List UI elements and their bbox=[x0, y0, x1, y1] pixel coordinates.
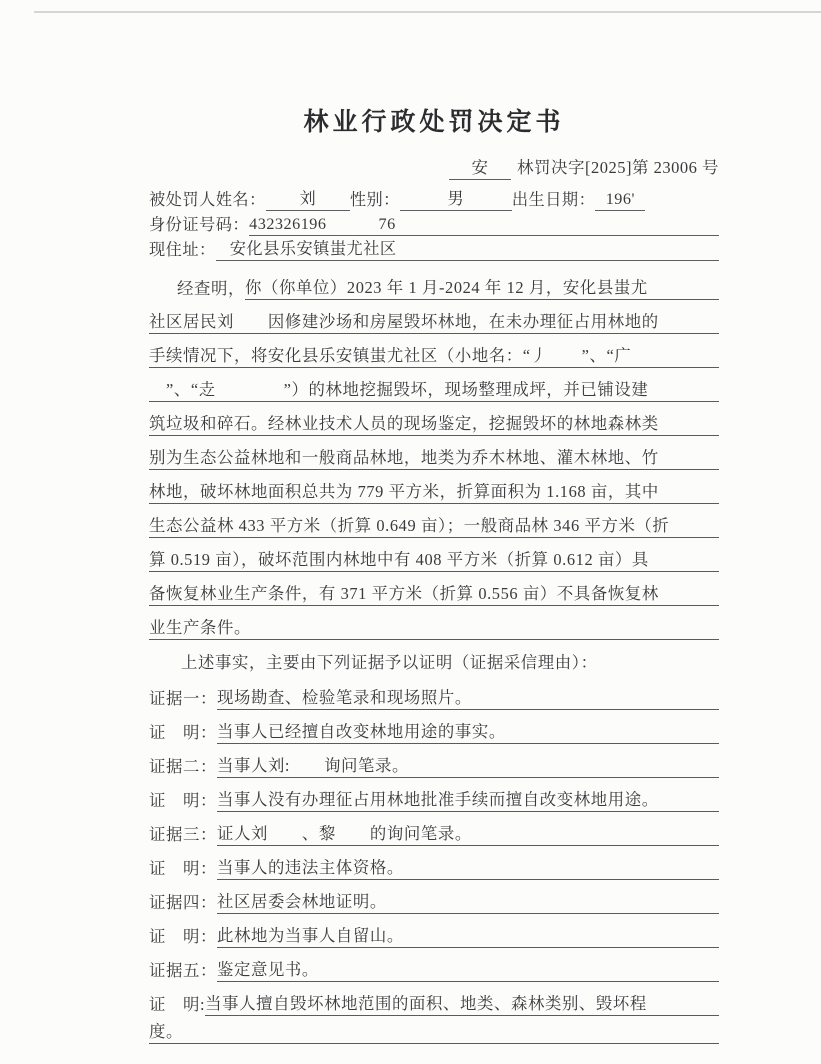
address-label: 现住址： bbox=[149, 241, 216, 259]
paragraph-lead: 经查明， bbox=[177, 279, 245, 298]
id-value bbox=[249, 215, 719, 236]
evidence-label: 证 明： bbox=[149, 723, 217, 742]
body-line bbox=[149, 504, 719, 538]
birth-value: 196' bbox=[595, 190, 645, 211]
evidence-label: 证据四： bbox=[149, 893, 217, 912]
body-line-text: 备恢复林业生产条件，有 371 平方米（折算 0.556 亩）不具备恢复林 bbox=[149, 580, 719, 606]
id-value-part2: 76 bbox=[378, 215, 396, 233]
body-line-text: 社区居民刘 因修建沙场和房屋毁坏林地，在未办理征占用林地的 bbox=[149, 308, 719, 334]
address-value: 安化县乐安镇蚩尤社区 bbox=[216, 235, 719, 261]
body-line bbox=[149, 334, 719, 368]
evidence-row bbox=[149, 846, 719, 880]
page-title: 林业行政处罚决定书 bbox=[303, 109, 565, 136]
body-line bbox=[149, 300, 719, 334]
doc-number-text: 林罚决字[2025]第 23006 号 bbox=[517, 158, 719, 177]
evidence-text: 当事人已经擅自改变林地用途的事实。 bbox=[217, 718, 719, 744]
body-line-text: 业生产条件。 bbox=[149, 614, 719, 640]
evidence-text: 当事人刘: 询问笔录。 bbox=[217, 752, 719, 778]
body-line bbox=[149, 538, 719, 572]
field-row-identity bbox=[149, 186, 719, 211]
doc-number-prefix-blank: 安 bbox=[449, 154, 511, 180]
facts-intro-block bbox=[149, 640, 719, 674]
evidence-label: 证 明： bbox=[149, 859, 217, 878]
facts-intro-text: 上述事实，主要由下列证据予以证明（证据采信理由）： bbox=[181, 653, 598, 672]
fields-section bbox=[149, 186, 719, 261]
evidence-row bbox=[149, 778, 719, 812]
evidence-row bbox=[149, 812, 719, 846]
id-label: 身份证号码： bbox=[149, 216, 250, 234]
evidence-row bbox=[149, 982, 719, 1016]
body-line-text: 你（你单位）2023 年 1 月-2024 年 12 月，安化县蚩尤 bbox=[245, 274, 719, 300]
evidence-text: 当事人擅自毁坏林地范围的面积、地类、森林类别、毁坏程 bbox=[205, 990, 719, 1016]
evidence-label: 证 明： bbox=[149, 927, 217, 946]
body-line bbox=[149, 402, 719, 436]
id-value-part1: 432326196 bbox=[249, 215, 327, 233]
name-value: 刘 bbox=[266, 185, 350, 211]
evidence-section bbox=[149, 676, 719, 1044]
gender-value: 男 bbox=[400, 185, 512, 211]
body-line bbox=[149, 606, 719, 640]
evidence-text: 此林地为当事人自留山。 bbox=[217, 922, 719, 948]
evidence-text: 社区居委会林地证明。 bbox=[217, 888, 719, 914]
name-label: 被处罚人姓名： bbox=[149, 191, 266, 209]
body-line bbox=[149, 470, 719, 504]
evidence-label: 证据二： bbox=[149, 757, 217, 776]
evidence-row bbox=[149, 710, 719, 744]
evidence-text: 现场勘查、检验笔录和现场照片。 bbox=[217, 684, 719, 710]
gender-label: 性别： bbox=[349, 191, 400, 209]
body-line bbox=[149, 436, 719, 470]
body-line-text: 林地，破坏林地面积总共为 779 平方米，折算面积为 1.168 亩，其中 bbox=[149, 478, 719, 504]
findings-paragraph bbox=[149, 266, 719, 640]
field-row-id bbox=[149, 211, 719, 236]
body-line-text: 生态公益林 433 平方米（折算 0.649 亩）；一般商品林 346 平方米（折 bbox=[149, 512, 719, 538]
evidence-row bbox=[149, 880, 719, 914]
evidence-text: 当事人没有办理征占用林地批准手续而擅自改变林地用途。 bbox=[217, 786, 719, 812]
evidence-row bbox=[149, 948, 719, 982]
evidence-label: 证 明： bbox=[149, 791, 217, 810]
body-line bbox=[149, 368, 719, 402]
body-line bbox=[149, 266, 719, 300]
evidence-text: 当事人的违法主体资格。 bbox=[217, 854, 719, 880]
evidence-label: 证据一： bbox=[149, 689, 217, 708]
evidence-row bbox=[149, 744, 719, 778]
body-line-text: 算 0.519 亩），破坏范围内林地中有 408 平方米（折算 0.612 亩）具 bbox=[149, 546, 719, 572]
evidence-label: 证 明: bbox=[149, 995, 206, 1014]
field-row-address bbox=[149, 236, 719, 261]
body-line-text: 筑垃圾和碎石。经林业技术人员的现场鉴定，挖掘毁坏的林地森林类 bbox=[149, 410, 719, 436]
evidence-row bbox=[149, 914, 719, 948]
body-line-text: 手续情况下，将安化县乐安镇蚩尤社区（小地名：“丿 ”、“广 bbox=[149, 342, 719, 368]
body-line-text: ”、“赱 ”）的林地挖掘毁坏，现场整理成坪，并已铺设建 bbox=[149, 376, 719, 402]
scan-edge-line bbox=[34, 11, 821, 13]
evidence-text: 鉴定意见书。 bbox=[217, 956, 719, 982]
evidence-label: 证据三： bbox=[149, 825, 217, 844]
facts-intro-line bbox=[149, 640, 719, 674]
evidence-label: 证据五： bbox=[149, 961, 217, 980]
doc-number bbox=[149, 152, 719, 180]
evidence-row bbox=[149, 676, 719, 710]
body-line-text: 别为生态公益林地和一般商品林地，地类为乔木林地、灌木林地、竹 bbox=[149, 444, 719, 470]
birth-label: 出生日期： bbox=[511, 191, 596, 209]
evidence-tail-text: 度。 bbox=[149, 1018, 719, 1044]
evidence-tail-row bbox=[149, 1016, 719, 1044]
body-line bbox=[149, 572, 719, 606]
evidence-text: 证人刘 、黎 的询问笔录。 bbox=[217, 820, 719, 846]
